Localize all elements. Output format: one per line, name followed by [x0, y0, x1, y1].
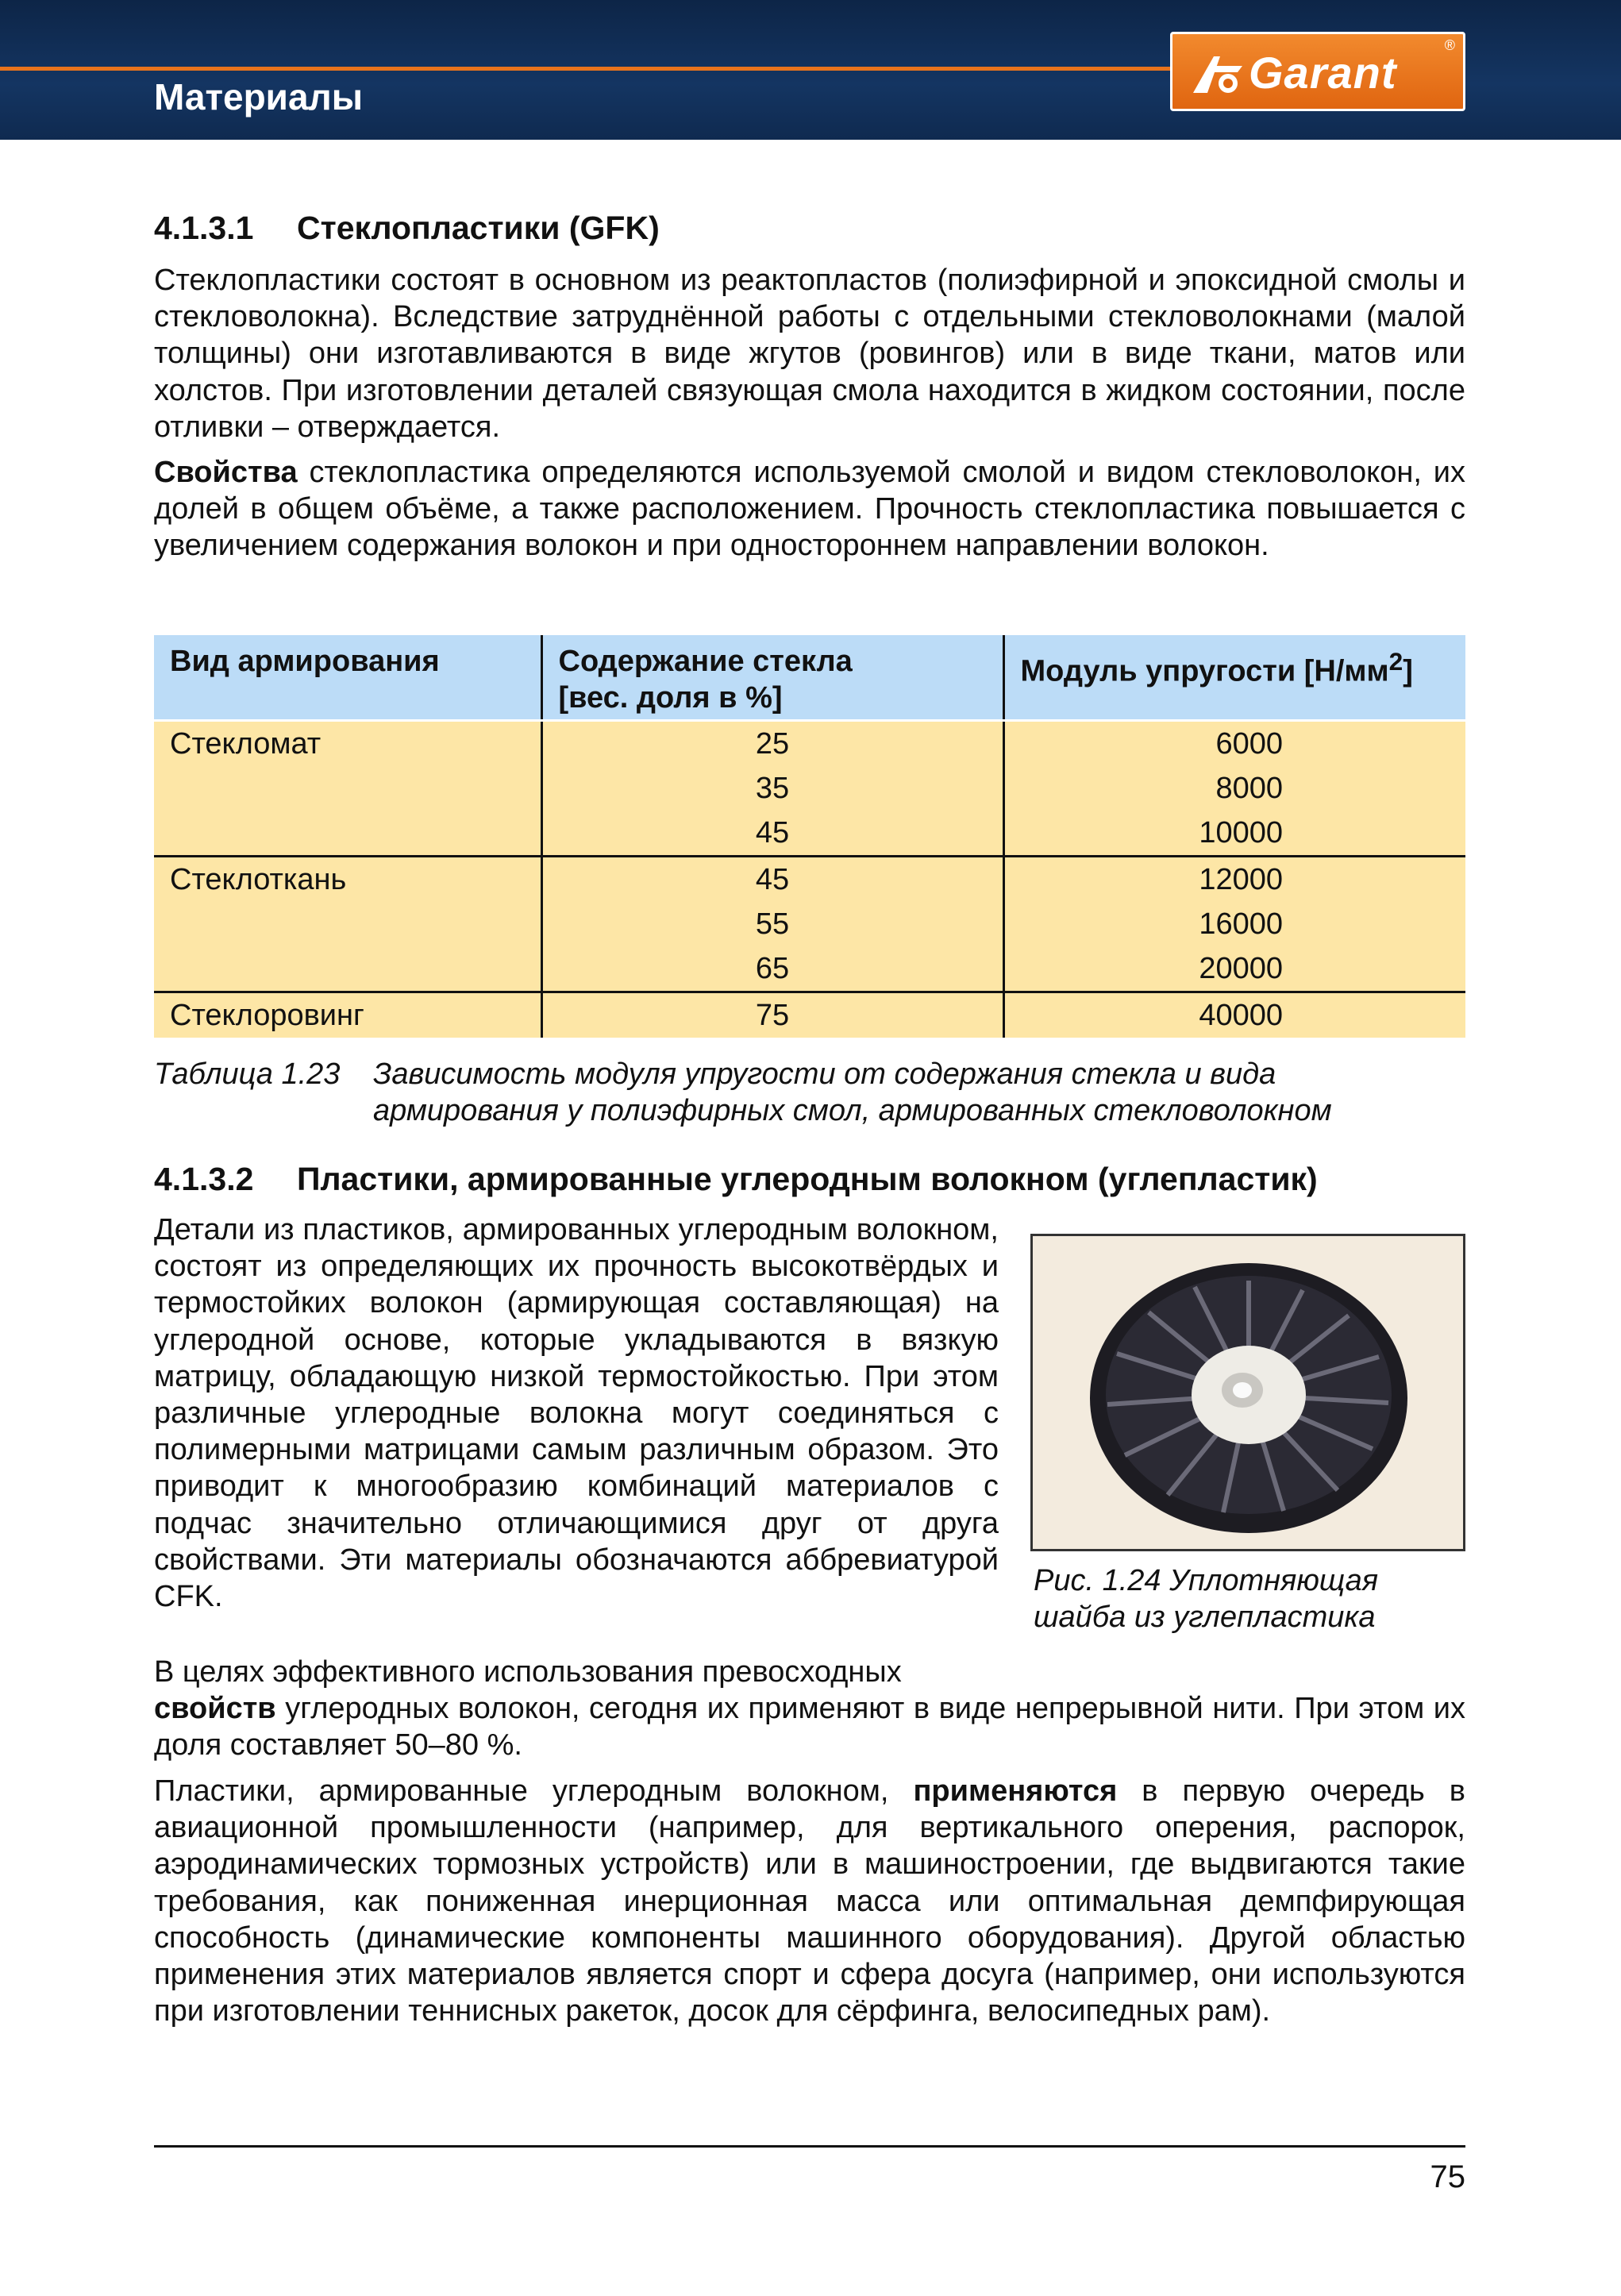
cell-content: 25 — [541, 721, 1003, 767]
table-header-row — [154, 635, 1465, 721]
cell-modulus: 16000 — [1003, 902, 1465, 946]
cell-content: 65 — [541, 946, 1003, 992]
section-number: 4.1.3.2 — [154, 1161, 254, 1197]
garant-logo-icon — [1190, 50, 1246, 96]
table-row — [154, 992, 1465, 1038]
table-row — [154, 857, 1465, 903]
page-header — [0, 0, 1621, 140]
bold-term: Свойства — [154, 456, 298, 489]
paragraph-text: углеродных волокон, сегодня их применяют в виде непрерывной нити. При этом их доля составляет 50–80 %. — [154, 1692, 1465, 1762]
header-accent-line — [0, 67, 1172, 71]
cell-type: Стекломат — [154, 721, 541, 767]
table-row — [154, 946, 1465, 992]
table-row — [154, 902, 1465, 946]
figure-carbon-washer — [1030, 1234, 1465, 1551]
cell-modulus: 10000 — [1003, 811, 1465, 857]
bold-term: свойств — [154, 1692, 276, 1726]
paragraph-cfk-applications — [154, 1773, 1465, 2029]
bold-term: применяются — [913, 1774, 1118, 1808]
cell-content: 45 — [541, 811, 1003, 857]
section-title: Пластики, армированные углеродным волокном (углепластик) — [297, 1161, 1318, 1197]
table-row — [154, 811, 1465, 857]
paragraph-gfk-intro: Стеклопластики состоят в основном из реактопластов (полиэфирной и эпоксидной смолы и стекловолокна). Вследствие затруднённой работы с отдельными стекловолокнами (малой толщины) они изготавливаются в виде жгутов (ровингов) или в виде ткани, матов или холстов. При изготовлении деталей связующая смола находится в жидком состоянии, после отливки – отверждается. — [154, 264, 1465, 444]
section-number: 4.1.3.1 — [154, 210, 254, 246]
paragraph-text: В целях эффективного использования превосходных — [154, 1655, 902, 1689]
cell-content: 35 — [541, 766, 1003, 811]
section-title: Стеклопластики (GFK) — [297, 210, 660, 246]
cell-type — [154, 811, 541, 857]
table-row — [154, 721, 1465, 767]
table-row — [154, 766, 1465, 811]
carbon-washer-image — [1033, 1236, 1463, 1549]
paragraph-text: в первую очередь в авиационной промышленности (например, для вертикального оперения, распорок, аэродинамических тормозных устройств) или в машиностроении, где выдвигаются такие требования, как пониженная инерционная масса или оптимальная демпфирующая способность (динамические компоненты машинного оборудования). Другой областью применения этих материалов является спорт и сфера досуга (например, они используются при изготовлении теннисных ракеток, досок для сёрфинга, велосипедных рам). — [154, 1774, 1465, 2028]
caption-label: Таблица 1.23 — [154, 1057, 341, 1091]
column-header-modulus — [1003, 635, 1465, 721]
cell-modulus: 12000 — [1003, 857, 1465, 903]
figure-caption-line: шайба из углепластика — [1034, 1601, 1376, 1634]
page-number: 75 — [1430, 2159, 1465, 2194]
registered-mark: ® — [1444, 37, 1455, 53]
cell-modulus: 8000 — [1003, 766, 1465, 811]
section-heading-cfk — [154, 1161, 1318, 1198]
caption-text: Зависимость модуля упругости от содержания стекла и вида — [373, 1057, 1276, 1091]
header-line: [вес. доля в %] — [558, 681, 783, 715]
paragraph-cfk-intro: Детали из пластиков, армированных углеродным волокном, состоят из определяющих их прочность высокотвёрдых и термостойких волокон (армирующая составляющая) на углеродной основе, которые укладываются в вязкую матрицу, обладающую низкой термостойкостью. При этом различные углеродные волокна могут соединяться с полимерными матрицами самым различным образом. Это приводит к многообразию комбинаций материалов с подчас значительно отличающимися друг от друга свойствами. Эти материалы обозначаются аббревиатурой CFK. — [154, 1213, 999, 1614]
paragraph-text: Пластики, армированные углеродным волокном, — [154, 1774, 914, 1808]
logo-wordmark: Garant — [1249, 48, 1397, 98]
garant-logo — [1170, 32, 1465, 111]
cell-type — [154, 946, 541, 992]
cell-type — [154, 902, 541, 946]
section-heading-gfk — [154, 210, 660, 247]
cell-modulus: 40000 — [1003, 992, 1465, 1038]
header-text: Модуль упругости [Н/мм — [1020, 654, 1389, 688]
caption-text: армирования у полиэфирных смол, армированных стекловолокном — [373, 1094, 1332, 1127]
table-caption — [154, 1056, 1332, 1129]
cell-type: Стеклоткань — [154, 857, 541, 903]
figure-caption — [1034, 1562, 1378, 1635]
paragraph-gfk-properties — [154, 454, 1465, 564]
header-line: Содержание стекла — [558, 645, 853, 678]
cell-type — [154, 766, 541, 811]
header-title: Материалы — [154, 76, 364, 117]
cell-modulus: 6000 — [1003, 721, 1465, 767]
figure-caption-line: Рис. 1.24 Уплотняющая — [1034, 1564, 1379, 1597]
cell-content: 55 — [541, 902, 1003, 946]
paragraph-text: стеклопластика определяются используемой смолой и видом стекловолокон, их долей в общем объёме, а также расположением. Прочность стеклопластика повышается с увеличением содержания волокон и при одностороннем направлении волокон. — [154, 456, 1465, 563]
cell-type: Стеклоровинг — [154, 992, 541, 1038]
cell-content: 75 — [541, 992, 1003, 1038]
superscript: 2 — [1388, 647, 1403, 676]
column-header-reinforcement: Вид армирования — [154, 635, 541, 721]
paragraph-cfk-properties — [154, 1654, 1465, 1764]
cell-modulus: 20000 — [1003, 946, 1465, 992]
elasticity-table — [154, 635, 1465, 1038]
cell-content: 45 — [541, 857, 1003, 903]
footer-divider — [154, 2145, 1465, 2148]
column-header-glass-content — [541, 635, 1003, 721]
header-text: ] — [1403, 654, 1413, 688]
